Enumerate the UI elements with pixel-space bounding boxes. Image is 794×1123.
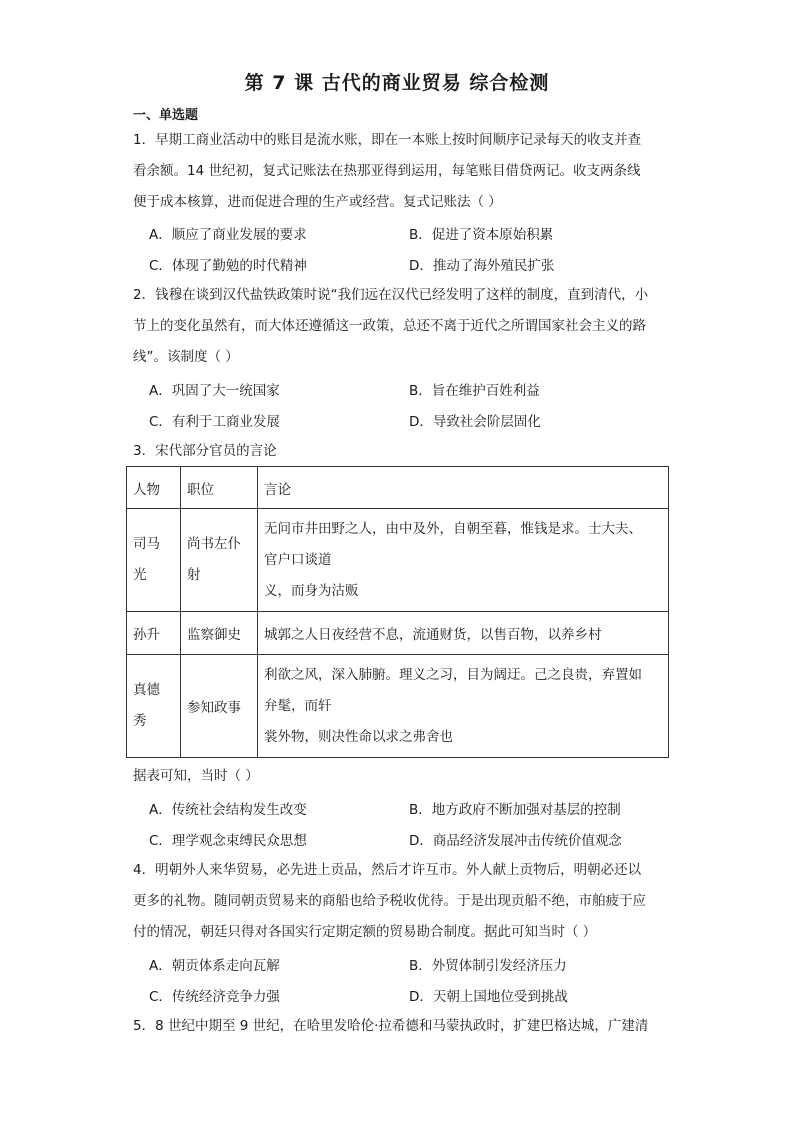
table-header-cell: 人物 [127, 467, 181, 509]
table-cell-person [127, 655, 181, 758]
question-5 [133, 1011, 663, 1042]
question-text-line: 1．早期工商业活动中的账目是流水账，即在一本账上按时间顺序记录每天的收支并查 [133, 132, 642, 148]
cell-text-line: 义，而身为沽贩 [264, 582, 359, 599]
question-text-line: 付的情况，朝廷只得对各国实行定期定额的贸易勘合制度。据此可知当时（ ） [133, 924, 597, 940]
question-text-line: 2．钱穆在谈到汉代盐铁政策时说“我们远在汉代已经发明了这样的制度，直到清代，小 [133, 287, 649, 303]
q2-option-a: A．巩固了大一统国家 [149, 383, 280, 399]
cell-text-line: 参知政事 [187, 700, 241, 716]
q4-option-c: C．传统经济竞争力强 [149, 989, 280, 1005]
question-text-line: 3．宋代部分官员的言论 [133, 443, 277, 459]
table-header-cell: 言论 [258, 467, 669, 509]
q3-option-d: D．商品经济发展冲击传统价值观念 [409, 833, 622, 849]
question-text-line: 线”。该制度（ ） [133, 349, 239, 365]
table-cell-position [181, 655, 258, 758]
question-1 [133, 125, 663, 218]
question-text-line: 节上的变化虽然有，而大体还遵循这一政策，总还不离于近代之所谓国家社会主义的路 [133, 318, 646, 334]
question-text-line: 便于成本核算，进而促进合理的生产或经营。复式记账法（ ） [133, 194, 502, 210]
cell-text-line: 城郭之人日夜经营不息，流通财货，以售百物，以养乡村 [264, 627, 602, 643]
question-3-stem [133, 761, 663, 792]
cell-text-line: 无问市井田野之人，由中及外，自朝至暮，惟钱是求。士大夫、 [264, 520, 642, 537]
q1-option-d: D．推动了海外殖民扩张 [409, 258, 555, 274]
question-text-line: 看余额。14 世纪初，复式记账法在热那亚得到运用，每笔账目借贷两记。收支两条线 [133, 163, 641, 179]
page-title: 第 7 课 古代的商业贸易 综合检测 [244, 72, 550, 94]
cell-text-line: 光 [133, 567, 147, 583]
cell-text-line: 裳外物，则决性命以求之弗舍也 [264, 728, 453, 745]
cell-text-line: 利欲之风，深入肺腑。理义之习，目为阔迂。己之良贵，弃置如 [264, 666, 642, 683]
cell-text-line: 真德 [133, 682, 160, 698]
q4-option-a: A．朝贡体系走向瓦解 [149, 958, 280, 974]
section-heading: 一、单选题 [133, 108, 199, 123]
table-header-row [127, 467, 669, 509]
question-text-line: 更多的礼物。随同朝贡贸易来的商船也给予税收优待。于是出现贡船不绝，市舶疲于应 [133, 893, 646, 909]
question-text-line: 据表可知，当时（ ） [133, 768, 259, 784]
table-cell-speech [258, 655, 669, 758]
cell-text-line: 秀 [133, 713, 147, 729]
q3-option-c: C．理学观念束缚民众思想 [149, 833, 307, 849]
cell-text-line: 官户口谈道 [264, 551, 332, 568]
question-text-line: 4．明朝外人来华贸易，必先进上贡品，然后才许互市。外人献上贡物后，明朝必还以 [133, 862, 642, 878]
question-3-intro [133, 436, 663, 467]
table-cell-speech [258, 612, 669, 655]
q3-option-b: B．地方政府不断加强对基层的控制 [409, 802, 621, 818]
q4-option-b: B．外贸体制引发经济压力 [409, 958, 567, 974]
table-header-cell: 职位 [181, 467, 258, 509]
cell-text-line: 尚书左仆 [187, 536, 241, 552]
cell-text-line: 弁髦，而轩 [264, 697, 332, 714]
q2-option-d: D．导致社会阶层固化 [409, 414, 541, 430]
q2-option-c: C．有利于工商业发展 [149, 414, 280, 430]
officials-speech-table [126, 466, 669, 758]
table-row [127, 612, 669, 655]
q1-option-b: B．促进了资本原始积累 [409, 227, 554, 243]
table-cell-speech [258, 509, 669, 612]
table-cell-position [181, 509, 258, 612]
q2-option-b: B．旨在维护百姓利益 [409, 383, 540, 399]
table-cell-person [127, 509, 181, 612]
question-4 [133, 855, 663, 948]
cell-text-line: 孙升 [133, 627, 160, 643]
q3-option-a: A．传统社会结构发生改变 [149, 802, 307, 818]
table-row [127, 655, 669, 758]
cell-text-line: 司马 [133, 536, 160, 552]
q4-option-d: D．天朝上国地位受到挑战 [409, 989, 568, 1005]
cell-text-line: 射 [187, 567, 201, 583]
q1-option-c: C．体现了勤勉的时代精神 [149, 258, 307, 274]
q1-option-a: A．顺应了商业发展的要求 [149, 227, 307, 243]
question-text-line: 5．8 世纪中期至 9 世纪，在哈里发哈伦·拉希德和马蒙执政时，扩建巴格达城，广建清 [133, 1018, 649, 1034]
question-2 [133, 280, 663, 373]
table-cell-person [127, 612, 181, 655]
table-cell-position [181, 612, 258, 655]
table-row [127, 509, 669, 612]
cell-text-line: 监察御史 [187, 627, 241, 643]
